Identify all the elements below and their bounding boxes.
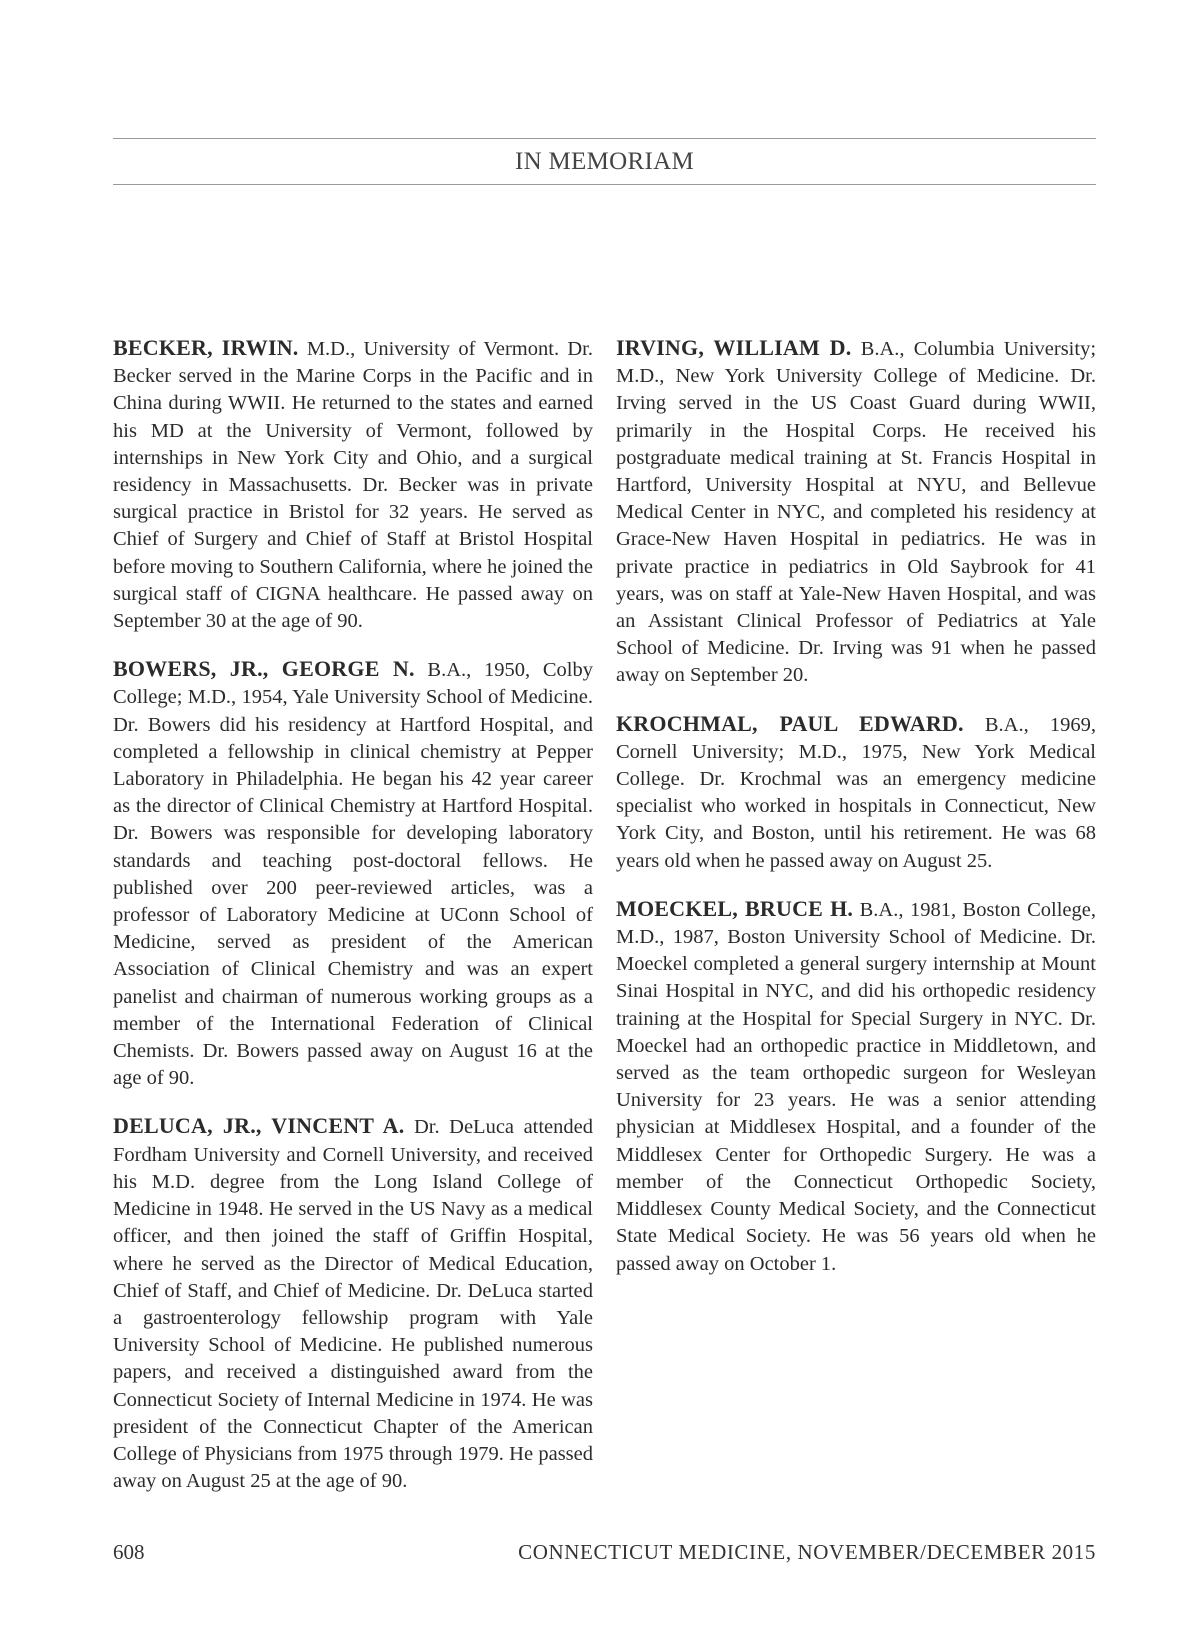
obituary-text: B.A., 1950, Colby College; M.D., 1954, Yale University School of Medicine. Dr. Bowers did his residency at Hartford Hospital, and completed a fellowship in clinical chemistry at Pepper Laboratory in Philadelphia. He began his 42 year career as the director of Clinical Chemistry at Hartford Hospital. Dr. Bowers was responsible for developing laboratory standards and teaching post-doctoral fellows. He published over 200 peer-reviewed articles, was a professor of Laboratory Medicine at UConn School of Medicine, served as president of the American Association of Clinical Chemistry and was an expert panelist and chairman of numerous working groups as a member of the International Federation of Clinical Chemists. Dr. Bowers passed away on August 16 at the age of 90. [113,659,593,1090]
right-column [616,334,1096,1298]
obituary-text: B.A., Columbia University; M.D., New York University College of Medicine. Dr. Irving served in the US Coast Guard during WWII, primarily in the Hospital Corps. He received his postgraduate medical training at St. Francis Hospital in Hartford, University Hospital at NYU, and Bellevue Medical Center in NYC, and completed his residency at Grace-New Haven Hospital in pediatrics. He was in private practice in pediatrics in Old Saybrook for 41 years, was on staff at Yale-New Haven Hospital, and was an Assistant Clinical Professor of Pediatrics at Yale School of Medicine. Dr. Irving was 91 when he passed away on September 20. [616,338,1097,687]
obituary-name: IRVING, WILLIAM D. [616,335,852,360]
section-title: IN MEMORIAM [515,148,694,175]
obituary-entry [616,895,1096,1278]
header-bottom-rule [113,184,1096,185]
obituary-text: B.A., 1969, Cornell University; M.D., 1975, New York Medical College. Dr. Krochmal was an emergency medicine specialist who worked in hospitals in Connecticut, New York City, and Boston, until his retirement. He was 68 years old when he passed away on August 25. [616,713,1097,872]
page-number: 608 [113,1540,145,1564]
obituary-entry [616,710,1096,875]
obituary-name: MOECKEL, BRUCE H. [616,895,854,921]
obituary-entry [616,334,1096,690]
obituary-name: KROCHMAL, PAUL EDWARD. [616,710,964,736]
obituary-entry [113,334,593,635]
obituary-name: BOWERS, JR., GEORGE N. [113,656,415,682]
obituary-text: B.A., 1981, Boston College, M.D., 1987, Boston University School of Medicine. Dr. Moeckel completed a general surgery internship at Mount Sinai Hospital in NYC, and did his orthopedic residency training at the Hospital for Special Surgery in NYC. Dr. Moeckel had an orthopedic practice in Middletown, and served as the team orthopedic surgeon for Wesleyan University for 23 years. He was a senior attending physician at Middlesex Hospital, and a founder of the Middlesex Center for Orthopedic Surgery. He was a member of the Connecticut Orthopedic Society, Middlesex County Medical Society, and the Connecticut State Medical Society. He was 56 years old when he passed away on October 1. [616,898,1097,1275]
left-column [113,334,593,1515]
obituary-entry [113,1112,593,1495]
obituary-text: Dr. DeLuca attended Fordham University and Cornell University, and received his M.D. degree from the Long Island College of Medicine in 1948. He served in the US Navy as a medical officer, and then joined the staff of Griffin Hospital, where he served as the Director of Medical Education, Chief of Staff, and Chief of Medicine. Dr. DeLuca started a gastroenterology fellowship program with Yale University School of Medicine. He published numerous papers, and received a distinguished award from the Connecticut Society of Internal Medicine in 1974. He was president of the Connecticut Chapter of the American College of Physicians from 1975 through 1979. He passed away on August 25 at the age of 90. [113,1116,594,1493]
obituary-name: BECKER, IRWIN. [113,335,299,360]
obituary-text: M.D., University of Vermont. Dr. Becker served in the Marine Corps in the Pacific and in China during WWII. He returned to the states and earned his MD at the University of Vermont, followed by internships in New York City and Ohio, and a surgical residency in Massachusetts. Dr. Becker was in private surgical practice in Bristol for 32 years. He served as Chief of Surgery and Chief of Staff at Bristol Hospital before moving to Southern California, where he joined the surgical staff of CIGNA healthcare. He passed away on September 30 at the age of 90. [113,338,593,633]
obituary-name: DELUCA, JR., VINCENT A. [113,1113,405,1139]
header-top-rule [113,138,1096,139]
journal-footer: CONNECTICUT MEDICINE, NOVEMBER/DECEMBER 2015 [518,1540,1096,1564]
obituary-entry [113,655,593,1092]
